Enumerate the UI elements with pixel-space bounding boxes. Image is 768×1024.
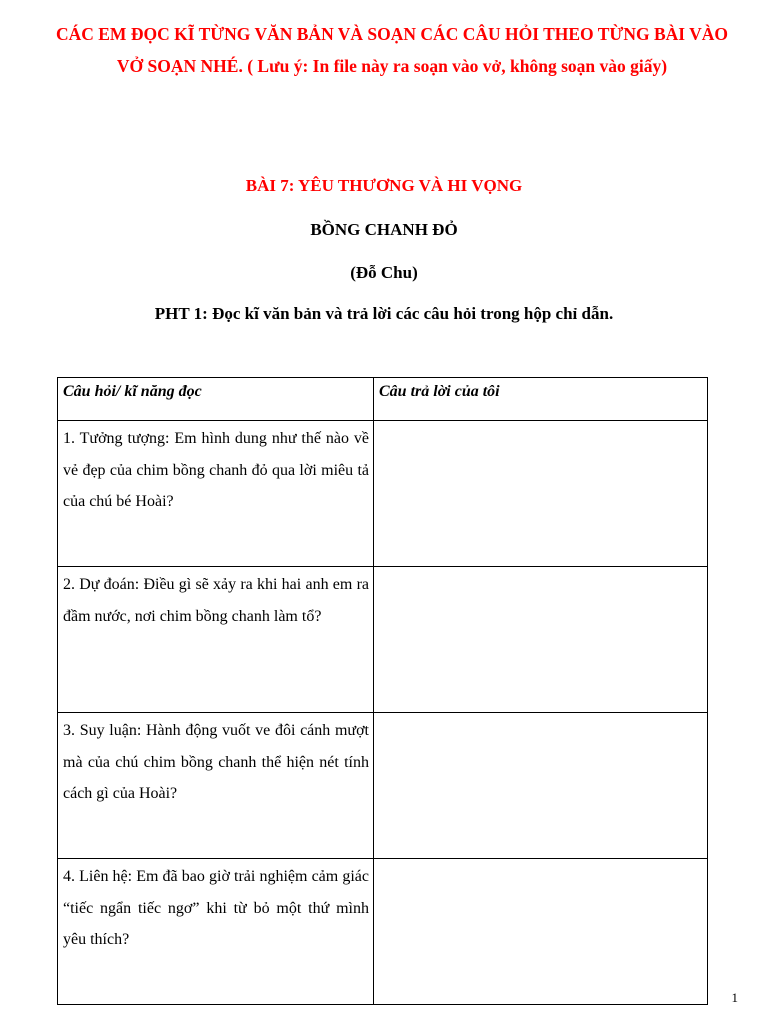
question-cell: 3. Suy luận: Hành động vuốt ve đôi cánh mượt mà của chú chim bồng chanh thể hiện nét tính cách gì của Hoài? [58, 713, 374, 859]
answer-cell [374, 859, 708, 1005]
answer-cell [374, 421, 708, 567]
header-questions: Câu hỏi/ kĩ năng đọc [58, 378, 374, 421]
table-row [58, 859, 708, 1005]
header-answers: Câu trả lời của tôi [374, 378, 708, 421]
question-cell: 1. Tưởng tượng: Em hình dung như thế nào về vẻ đẹp của chim bồng chanh đỏ qua lời miêu tả của chú bé Hoài? [58, 421, 374, 567]
question-answer-table [57, 377, 708, 1005]
text-title: BỒNG CHANH ĐỎ [310, 220, 458, 239]
table-header-row [58, 378, 708, 421]
question-cell: 4. Liên hệ: Em đã bao giờ trải nghiệm cảm giác “tiếc ngẩn tiếc ngơ” khi từ bỏ một thứ mình yêu thích? [58, 859, 374, 1005]
table-row [58, 713, 708, 859]
page-number: 1 [731, 990, 738, 1005]
lesson-title: BÀI 7: YÊU THƯƠNG VÀ HI VỌNG [245, 176, 523, 195]
notice-line-2: VỞ SOẠN NHÉ. ( Lưu ý: In file này ra soạn vào vở, không soạn vào giấy) [116, 56, 668, 76]
notice-heading [40, 18, 744, 82]
notice-line-1: CÁC EM ĐỌC KĨ TỪNG VĂN BẢN VÀ SOẠN CÁC CÂU HỎI THEO TỪNG BÀI VÀO [55, 24, 729, 44]
question-cell: 2. Dự đoán: Điều gì sẽ xảy ra khi hai anh em ra đầm nước, nơi chim bồng chanh làm tổ? [58, 567, 374, 713]
answer-cell [374, 713, 708, 859]
worksheet-heading: PHT 1: Đọc kĩ văn bản và trả lời các câu hỏi trong hộp chỉ dẫn. [154, 304, 614, 323]
table-row [58, 421, 708, 567]
answer-cell [374, 567, 708, 713]
table-row [58, 567, 708, 713]
author-name: (Đỗ Chu) [350, 263, 418, 282]
